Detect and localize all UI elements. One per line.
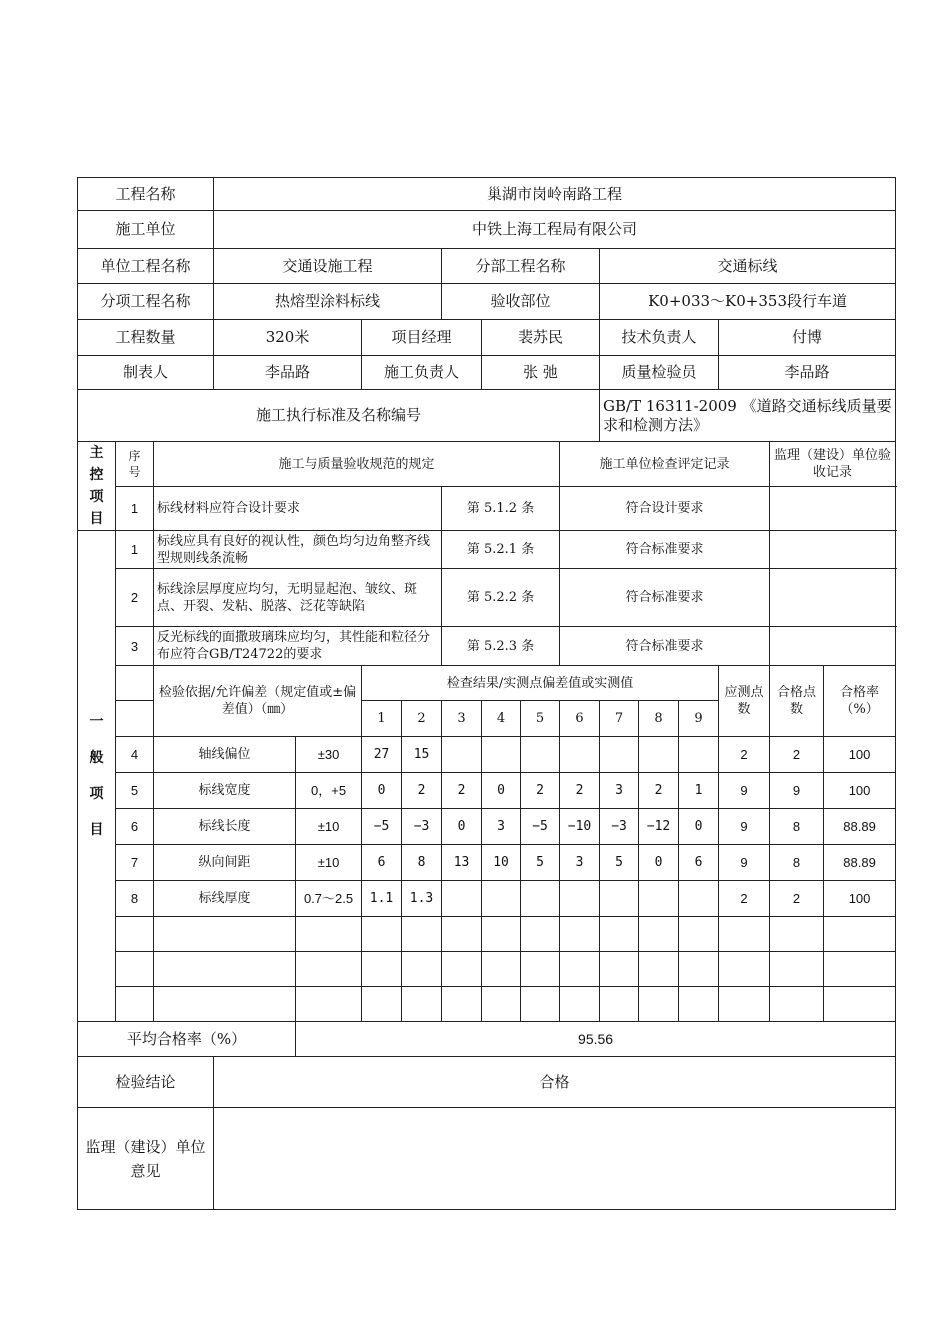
pass-rate: 88.89: [824, 809, 896, 845]
basis-header: 检验依据/允许偏差（规定值或±偏差值）（㎜）: [154, 666, 362, 737]
point-header: 8: [639, 701, 679, 737]
value-cell: [560, 737, 600, 773]
value-cell: 2: [442, 773, 482, 809]
should-count: 2: [719, 737, 770, 773]
row-preparer: [78, 356, 896, 390]
construction-lead-value: 张 弛: [482, 356, 600, 390]
pass-rate: 88.89: [824, 845, 896, 881]
tolerance: ±10: [296, 809, 362, 845]
blank-seq-cell: [116, 666, 154, 701]
measure-name: 纵向间距: [154, 845, 296, 881]
item-project-label: 分项工程名称: [78, 284, 214, 320]
value-cell: 8: [402, 845, 442, 881]
avg-row: [78, 1022, 896, 1057]
result-cell: 符合标准要求: [560, 569, 770, 627]
quantity-value: 320米: [214, 320, 362, 356]
pass-rate: 100: [824, 773, 896, 809]
tech-value: 付博: [719, 320, 896, 356]
avg-label: 平均合格率（%）: [78, 1022, 296, 1057]
acceptance-part-label: 验收部位: [442, 284, 600, 320]
inspector-label: 质量检验员: [600, 356, 719, 390]
should-count: 9: [719, 809, 770, 845]
value-cell: [442, 737, 482, 773]
measure-name: 标线长度: [154, 809, 296, 845]
spec-text: 反光标线的面撒玻璃珠应均匀，其性能和粒径分布应符合GB/T24722的要求: [154, 627, 442, 666]
clause-cell: 第 5.2.2 条: [442, 569, 560, 627]
supervision-header: 监理（建设）单位验收记录: [770, 442, 896, 487]
result-cell: 符合设计要求: [560, 487, 770, 531]
value-cell: [482, 737, 521, 773]
measure-row: [78, 881, 896, 917]
record-header: 施工单位检查评定记录: [560, 442, 770, 487]
spec-text: 标线应具有良好的视认性，颜色均匀边角整齐线型规则线条流畅: [154, 531, 442, 569]
preparer-label: 制表人: [78, 356, 214, 390]
conclusion-row: [78, 1057, 896, 1108]
seq-header: 序号: [116, 442, 154, 487]
point-header: 5: [521, 701, 560, 737]
result-cell: 符合标准要求: [560, 627, 770, 666]
table-row: [78, 569, 896, 627]
value-cell: 6: [362, 845, 402, 881]
value-cell: [442, 881, 482, 917]
main-control-header-row: [78, 442, 896, 487]
pass-rate: 100: [824, 737, 896, 773]
supervision-row: [78, 1108, 896, 1210]
row-quantity: [78, 320, 896, 356]
empty-row: [78, 987, 896, 1022]
measure-row: [78, 845, 896, 881]
measure-row: [78, 773, 896, 809]
supervision-value: [214, 1108, 896, 1210]
conclusion-value: 合格: [214, 1057, 896, 1108]
seq-cell: 5: [116, 773, 154, 809]
conclusion-label: 检验结论: [78, 1057, 214, 1108]
supervision-cell: [770, 531, 896, 569]
pass-count: 2: [770, 881, 824, 917]
inspection-table: [77, 177, 896, 1210]
pass-count: 8: [770, 845, 824, 881]
pass-count: 2: [770, 737, 824, 773]
value-cell: 13: [442, 845, 482, 881]
clause-cell: 第 5.2.1 条: [442, 531, 560, 569]
value-cell: 15: [402, 737, 442, 773]
value-cell: 0: [442, 809, 482, 845]
clause-cell: 第 5.2.3 条: [442, 627, 560, 666]
value-cell: 5: [521, 845, 560, 881]
row-standard: [78, 390, 896, 442]
value-cell: −5: [521, 809, 560, 845]
supervision-cell: [770, 487, 896, 531]
value-cell: 6: [679, 845, 719, 881]
tolerance: ±10: [296, 845, 362, 881]
value-cell: −5: [362, 809, 402, 845]
preparer-value: 李品路: [214, 356, 362, 390]
standard-value: GB/T 16311-2009 《道路交通标线质量要求和检测方法》: [600, 390, 896, 442]
result-cell: 符合标准要求: [560, 531, 770, 569]
should-count-header: 应测点数: [719, 666, 770, 737]
value-cell: −10: [560, 809, 600, 845]
value-cell: 3: [482, 809, 521, 845]
value-cell: [560, 881, 600, 917]
value-cell: [600, 737, 639, 773]
sub-project-value: 交通标线: [600, 249, 896, 284]
measure-name: 轴线偏位: [154, 737, 296, 773]
blank-seq-cell: [116, 701, 154, 737]
value-cell: [639, 737, 679, 773]
value-cell: 2: [639, 773, 679, 809]
value-cell: 2: [560, 773, 600, 809]
pass-count: 9: [770, 773, 824, 809]
value-cell: 0: [679, 809, 719, 845]
inspection-form: [77, 177, 895, 1210]
value-cell: [600, 881, 639, 917]
point-header: 1: [362, 701, 402, 737]
empty-row: [78, 952, 896, 987]
construction-lead-label: 施工负责人: [362, 356, 482, 390]
results-header: 检查结果/实测点偏差值或实测值: [362, 666, 719, 701]
pass-count: 8: [770, 809, 824, 845]
value-cell: −3: [402, 809, 442, 845]
measure-name: 标线宽度: [154, 773, 296, 809]
value-cell: 1.3: [402, 881, 442, 917]
measure-row: [78, 809, 896, 845]
pass-rate: 100: [824, 881, 896, 917]
project-name-value: 巢湖市岗岭南路工程: [214, 178, 896, 211]
point-header: 3: [442, 701, 482, 737]
value-cell: 0: [362, 773, 402, 809]
measure-row: [78, 737, 896, 773]
row-contractor: [78, 211, 896, 249]
point-header: 9: [679, 701, 719, 737]
point-header: 2: [402, 701, 442, 737]
table-row: [78, 487, 896, 531]
value-cell: 0: [482, 773, 521, 809]
point-header: 6: [560, 701, 600, 737]
measure-header-row: [78, 666, 896, 701]
value-cell: 1.1: [362, 881, 402, 917]
spec-text: 标线材料应符合设计要求: [154, 487, 442, 531]
value-cell: [521, 881, 560, 917]
contractor-value: 中铁上海工程局有限公司: [214, 211, 896, 249]
value-cell: [679, 737, 719, 773]
pass-count-header: 合格点数: [770, 666, 824, 737]
seq-cell: 6: [116, 809, 154, 845]
tolerance: 0，+5: [296, 773, 362, 809]
seq-cell: 8: [116, 881, 154, 917]
empty-row: [78, 917, 896, 952]
acceptance-part-value: K0+033～K0+353段行车道: [600, 284, 896, 320]
row-project-name: [78, 178, 896, 211]
seq-cell: 2: [116, 569, 154, 627]
clause-cell: 第 5.1.2 条: [442, 487, 560, 531]
pm-label: 项目经理: [362, 320, 482, 356]
seq-cell: 1: [116, 531, 154, 569]
tolerance: ±30: [296, 737, 362, 773]
value-cell: [482, 881, 521, 917]
avg-value: 95.56: [296, 1022, 896, 1057]
supervision-cell: [770, 569, 896, 627]
value-cell: 2: [521, 773, 560, 809]
value-cell: [521, 737, 560, 773]
value-cell: −3: [600, 809, 639, 845]
unit-project-label: 单位工程名称: [78, 249, 214, 284]
spec-header: 施工与质量验收规范的规定: [154, 442, 560, 487]
quantity-label: 工程数量: [78, 320, 214, 356]
value-cell: 1: [679, 773, 719, 809]
value-cell: 0: [639, 845, 679, 881]
value-cell: 3: [560, 845, 600, 881]
should-count: 9: [719, 773, 770, 809]
item-project-value: 热熔型涂料标线: [214, 284, 442, 320]
contractor-label: 施工单位: [78, 211, 214, 249]
table-row: [78, 627, 896, 666]
value-cell: 10: [482, 845, 521, 881]
seq-cell: 3: [116, 627, 154, 666]
project-name-label: 工程名称: [78, 178, 214, 211]
point-header: 7: [600, 701, 639, 737]
value-cell: 27: [362, 737, 402, 773]
row-item-project: [78, 284, 896, 320]
row-unit-project: [78, 249, 896, 284]
seq-cell: 4: [116, 737, 154, 773]
value-cell: 3: [600, 773, 639, 809]
point-header: 4: [482, 701, 521, 737]
tech-label: 技术负责人: [600, 320, 719, 356]
supervision-cell: [770, 627, 896, 666]
inspector-value: 李品路: [719, 356, 896, 390]
value-cell: 5: [600, 845, 639, 881]
should-count: 2: [719, 881, 770, 917]
seq-cell: 7: [116, 845, 154, 881]
spec-text: 标线涂层厚度应均匀，无明显起泡、皱纹、斑点、开裂、发粘、脱落、泛花等缺陷: [154, 569, 442, 627]
value-cell: −12: [639, 809, 679, 845]
general-label: 一般项目: [78, 531, 116, 1022]
sub-project-label: 分部工程名称: [442, 249, 600, 284]
value-cell: 2: [402, 773, 442, 809]
should-count: 9: [719, 845, 770, 881]
measure-name: 标线厚度: [154, 881, 296, 917]
standard-label: 施工执行标准及名称编号: [78, 390, 600, 442]
tolerance: 0.7～2.5: [296, 881, 362, 917]
main-control-label: 主控项目: [78, 442, 116, 531]
supervision-label: 监理（建设）单位意见: [78, 1108, 214, 1210]
pm-value: 裴苏民: [482, 320, 600, 356]
value-cell: [679, 881, 719, 917]
seq-cell: 1: [116, 487, 154, 531]
pass-rate-header: 合格率（%）: [824, 666, 896, 737]
table-row: [78, 531, 896, 569]
value-cell: [639, 881, 679, 917]
unit-project-value: 交通设施工程: [214, 249, 442, 284]
